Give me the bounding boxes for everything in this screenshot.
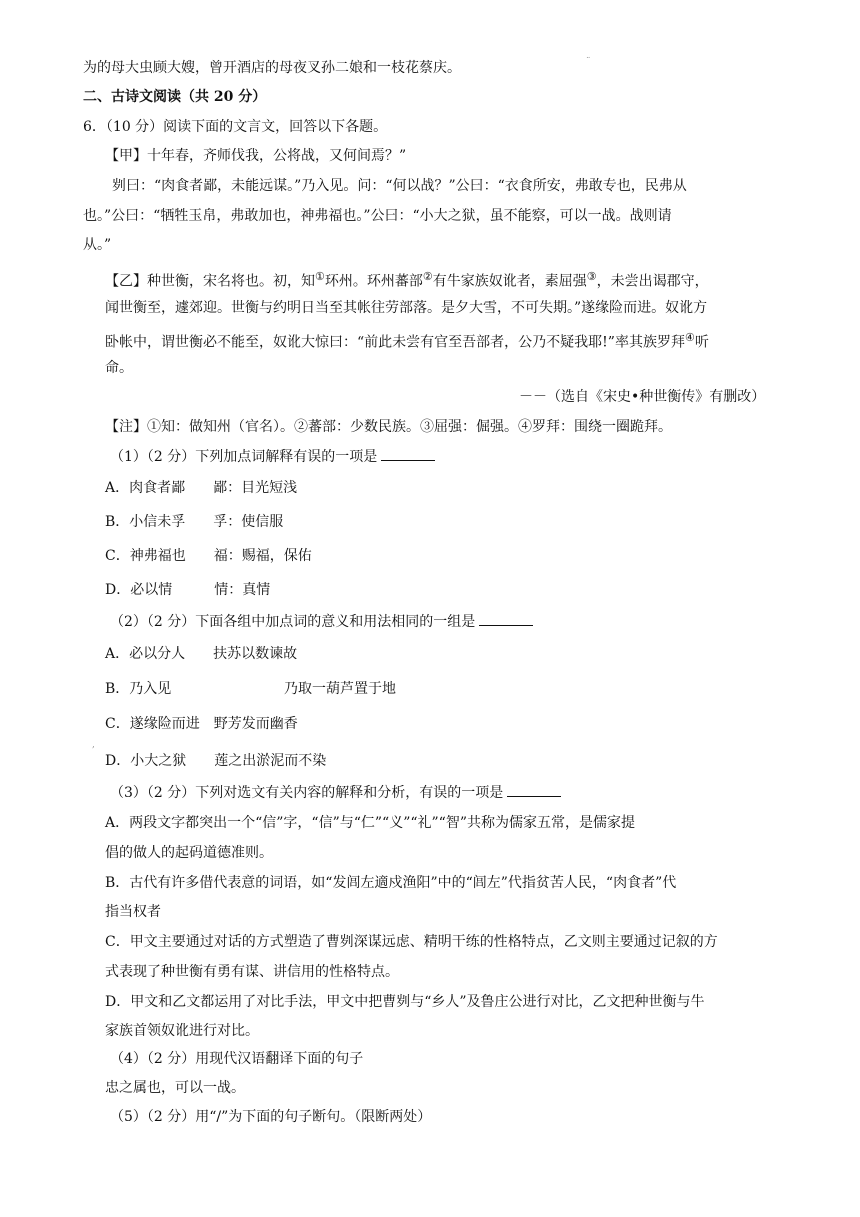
option-1a: A．肉食者鄙 鄙：目光短浅 [105,480,298,496]
annotation-notes: 【注】①知：做知州（官名）。②蕃部：少数民族。③屈强：倔强。④罗拜：围绕一圈跪拜。 [105,419,672,435]
continuation-line: 为的母大虫顾大嫂，曾开酒店的母夜叉孙二娘和一枝花蔡庆。 [83,60,461,76]
sentence-to-translate: 忠之属也，可以一战。 [105,1080,245,1096]
footnote-mark-1: ① [315,270,325,283]
option-2b-left: B．乃入见 [105,681,172,697]
answer-blank [479,613,533,626]
option-3c-line-1: C．甲文主要通过对话的方式塑造了曹刿深谋远虑、精明干练的性格特点，乙文则主要通过记叙的方 [105,934,718,950]
passage-yi-line-2: 闻世衡至，遽郊迎。世衡与约明日当至其帐往劳部落。是夕大雪，不可失期。”遂缘险而进。奴讹方 [105,300,708,316]
option-3b-line-1: B．古代有许多借代表意的词语，如“发闾左適戍渔阳”中的“闾左”代指贫苦人民，“肉食者”代 [105,875,677,891]
sub-question-1 [110,448,435,466]
option-2b [105,680,171,698]
option-3a-line-2: 倡的做人的起码道德准则。 [105,845,273,861]
stray-mark: ¨ [586,57,591,67]
option-3a-line-1: A．两段文字都突出一个“信”字，“信”与“仁”“义”“礼”“智”共称为儒家五常，是儒家提 [105,815,635,831]
passage-yi-text: 【乙】种世衡，宋名将也。初，知 [105,273,315,290]
answer-blank [381,448,435,461]
option-3b-line-2: 指当权者 [105,904,161,920]
footnote-mark-3: ③ [586,270,597,283]
option-3d-line-1: D．甲文和乙文都运用了对比手法，甲文中把曹刿与“乡人”及鲁庄公进行对比，乙文把种世衡与牛 [105,994,705,1010]
passage-yi-text: 有牛家族奴讹者，素屈强 [432,273,587,290]
sub-question-3 [110,784,561,802]
footnote-mark-4: ④ [684,331,695,344]
passage-yi-text: 听 [694,334,709,351]
passage-jia-line-1: 【甲】十年春，齐师伐我，公将战，又何间焉？” [105,148,407,164]
passage-yi-text: 环州。环州蕃部 [324,273,423,290]
option-3c-line-2: 式表现了种世衡有勇有谋、讲信用的性格特点。 [105,964,399,980]
passage-jia-line-4: 从。” [83,237,112,253]
passage-yi-line-3 [105,329,709,352]
passage-yi-line-1 [105,268,709,291]
source-attribution: －－（选自《宋史•种世衡传》有删改） [519,389,766,405]
sub-question-text: （3）（2 分）下列对选文有关内容的解释和分析，有误的一项是 [110,785,504,801]
passage-jia-line-3: 也。”公曰：“牺牲玉帛，弗敢加也，神弗福也。”公曰：“小大之狱，虽不能察，可以一战。战则请 [83,208,672,224]
footnote-mark-2: ② [422,270,433,283]
passage-yi-text: ，未尝出谒郡守， [596,273,709,290]
option-2d: D．小大之狱 莲之出淤泥而不染 [105,753,327,769]
answer-blank [507,784,561,797]
option-1c: C．神弗福也 福：赐福，保佑 [105,548,312,564]
question-6-stem: 6．（10 分）阅读下面的文言文，回答以下各题。 [83,119,388,135]
option-3d-line-2: 家族首领奴讹进行对比。 [105,1023,259,1039]
option-1d: D．必以情 情：真情 [105,582,271,598]
sub-question-text: （2）（2 分）下面各组中加点词的意义和用法相同的一组是 [110,614,476,630]
passage-jia-line-2: 刿曰：“肉食者鄙，未能远谋。”乃入见。问：“何以战？”公曰：“衣食所安，弗敢专也，民弗从 [112,178,687,194]
section-heading: 二、古诗文阅读（共 20 分） [83,89,267,105]
option-2c: C．遂缘险而进 野芳发而幽香 [105,716,298,732]
sub-question-2 [110,613,533,631]
option-1b: B．小信未孚 孚：使信服 [105,514,284,530]
sub-question-text: （1）（2 分）下列加点词解释有误的一项是 [110,449,378,465]
stray-mark: , [92,740,95,750]
option-2b-right: 乃取一葫芦置于地 [284,681,396,697]
passage-yi-text: 卧帐中，谓世衡必不能至，奴讹大惊曰：“前此未尝有官至吾部者，公乃不疑我耶!”率其族罗拜 [105,334,685,351]
passage-yi-line-4: 命。 [105,360,133,376]
option-2a: A．必以分人 扶苏以数谏故 [105,646,298,662]
sub-question-5: （5）（2 分）用“/”为下面的句子断句。（限断两处） [110,1109,432,1125]
sub-question-4: （4）（2 分）用现代汉语翻译下面的句子 [110,1051,364,1067]
